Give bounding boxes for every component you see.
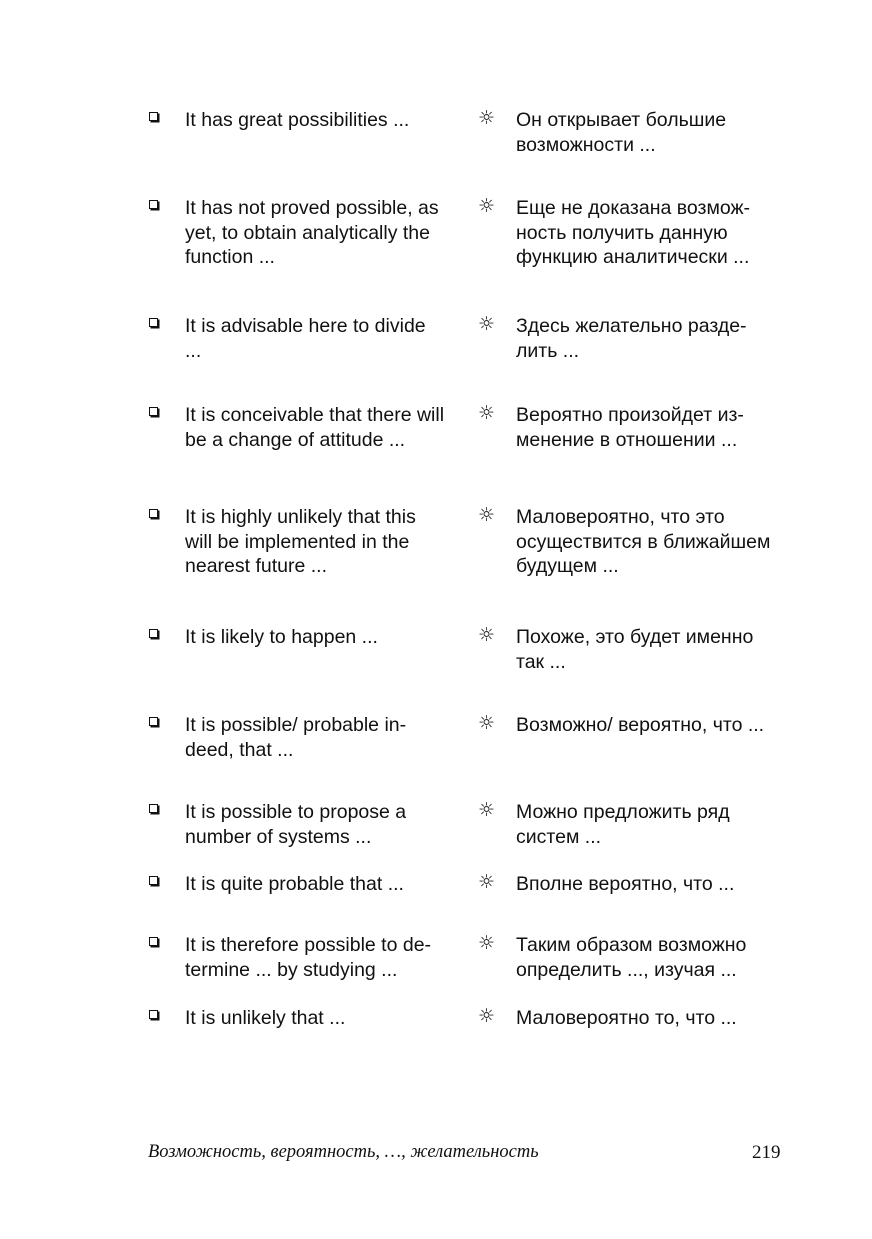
english-phrase: It is likely to happen ... [185,626,378,648]
russian-translation: Маловероятно, что это осуществится в ближайшем будущем ... [516,506,771,577]
sun-bullet-icon: ☼ [478,402,496,424]
running-footer-title: Возможность, вероятность, …, желательность [148,1142,539,1162]
page-number: 219 [752,1142,781,1163]
sun-bullet-icon: ☼ [478,1005,496,1027]
russian-translation: Вполне вероятно, что ... [516,873,735,895]
russian-translation: Вероятно произойдет из- менение в отношении ... [516,404,744,451]
checkbox-bullet-icon [149,937,158,946]
checkbox-bullet-icon [149,112,158,121]
sun-bullet-icon: ☼ [478,107,496,129]
sun-bullet-icon: ☼ [478,624,496,646]
checkbox-bullet-icon [149,876,158,885]
english-phrase: It is possible/ probable in- deed, that ... [185,714,407,761]
english-phrase: It is unlikely that ... [185,1007,346,1029]
english-phrase: It is advisable here to divide ... [185,315,426,362]
russian-translation: Возможно/ вероятно, что ... [516,714,765,736]
checkbox-bullet-icon [149,318,158,327]
sun-bullet-icon: ☼ [478,871,496,893]
checkbox-bullet-icon [149,1010,158,1019]
checkbox-bullet-icon [149,629,158,638]
checkbox-bullet-icon [149,717,158,726]
sun-bullet-icon: ☼ [478,932,496,954]
checkbox-bullet-icon [149,509,158,518]
english-phrase: It is highly unlikely that this will be implemented in the nearest future ... [185,506,416,577]
russian-translation: Здесь желательно разде- лить ... [516,315,747,362]
russian-translation: Похоже, это будет именно так ... [516,626,754,673]
russian-translation: Маловероятно то, что ... [516,1007,737,1029]
checkbox-bullet-icon [149,200,158,209]
russian-translation: Таким образом возможно определить ..., изучая ... [516,934,747,981]
russian-translation: Можно предложить ряд систем ... [516,801,730,848]
english-phrase: It has great possibilities ... [185,109,410,131]
english-phrase: It has not proved possible, as yet, to obtain analytically the function ... [185,197,439,268]
english-phrase: It is quite probable that ... [185,873,404,895]
sun-bullet-icon: ☼ [478,504,496,526]
sun-bullet-icon: ☼ [478,712,496,734]
checkbox-bullet-icon [149,407,158,416]
english-phrase: It is therefore possible to de- termine ... by studying ... [185,934,432,981]
english-phrase: It is possible to propose a number of systems ... [185,801,407,848]
sun-bullet-icon: ☼ [478,799,496,821]
english-phrase: It is conceivable that there will be a change of attitude ... [185,404,445,451]
sun-bullet-icon: ☼ [478,195,496,217]
checkbox-bullet-icon [149,804,158,813]
russian-translation: Он открывает большие возможности ... [516,109,727,156]
russian-translation: Еще не доказана возмож- ность получить данную функцию аналитически ... [516,197,751,268]
sun-bullet-icon: ☼ [478,313,496,335]
